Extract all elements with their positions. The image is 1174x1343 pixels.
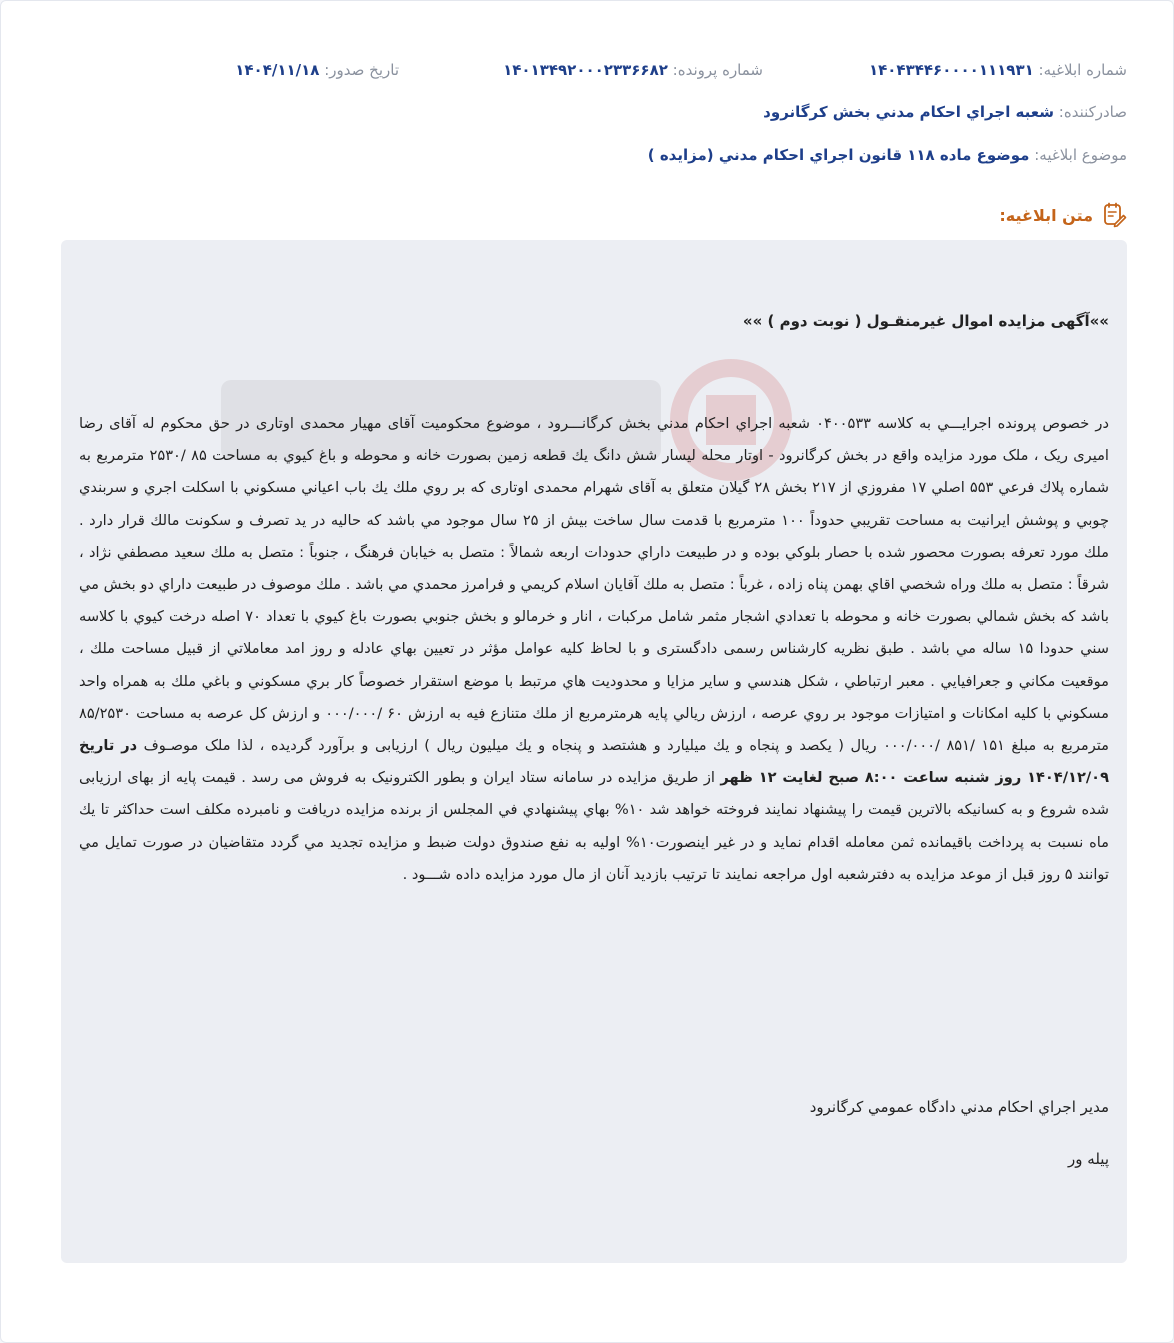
ad-body-part1: در خصوص پرونده اجرايـــي به كلاسه ۰۴۰۰۵۳۳ شعبه اجراي احكام مدني بخش كرگانـــرود ، موضوع محکومیت آقای مهيار محمدی اوتاری در حق محکوم له آقای رضا امیری ریک ، ملک مورد مزایده واقع در بخش کرگانرود - اوتار محله ليسار شش دانگ يك قطعه زمين بصورت خانه و محوطه و باغ كيوي به مساحت ۸۵ /۲۵۳۰ مترمربع به شماره پلاك فرعي ۵۵۳ اصلي ۱۷ مفروزي از ۲۱۷ بخش ۲۸ گيلان متعلق به آقای شهرام محمدی اوتاری كه بر روي ملك يك باب اعياني مسكوني با اسكلت اجري و سربندي چوبي و پوشش ايرانيت به مساحت تقريبي حدوداً ۱۰۰ مترمربع با قدمت سال ساخت بيش از ۲۵ سال موجود مي باشد كه حاليه در يد تصرف و سكونت مالك قرار دارد . ملك مورد تعرفه بصورت محصور شده با حصار بلوكي بوده و در طبيعت داراي حدودات اربعه شمالاً : متصل به خيابان فرهنگ ، جنوباً : متصل به ملك سعيد مصطفي نژاد ، شرقاً : متصل به ملك وراه شخصي اقاي بهمن پناه زاده ، غرباً : متصل به ملك آقايان اسلام كريمي و فرامرز محمدي مي باشد . ملك موصوف در طبيعت داراي دو بخش مي باشد كه بخش شمالي بصورت خانه و محوطه با تعدادي اشجار مثمر شامل مركبات ، انار و خرمالو و بخش جنوبي بصورت باغ كيوي با تعداد ۷۰ اصله درخت كيوي با كلاسه سني حدودا ۱۵ ساله مي باشد . طبق نظريه كارشناس رسمی دادگستری و با لحاظ كليه عوامل مؤثر در تعيين بهاي عادله و روز امد معاملاتي از قبيل مساحت ملك ، موقعيت مكاني و جعرافيايي . معبر ارتباطي ، شكل هندسي و ساير مزايا و محدوديت هاي مرتبط با موضع استقرار خصوصاً كار بري مسكوني و باغي ملك به همراه واحد مسكوني با كليه امكانات و امتيازات موجود بر روي عرصه ، ارزش ريالي پايه هرمترمربع از ملك متنازع فيه به ارزش ۶۰ /۰۰۰/۰۰۰ و ارزش كل عرصه به مساحت ۸۵/۲۵۳۰ مترمربع به مبلغ ۱۵۱ /۸۵۱ /۰۰۰/۰۰۰ ريال ( يكصد و پنجاه و يك ميليارد و هشتصد و پنجاه و يك ميليون ريال ) ارزيابی و برآورد گرديده ، لذا ملک موصـوف xyxy=(79,415,1110,755)
case-number-label: شماره پرونده: xyxy=(672,61,763,79)
notice-number-label: شماره ابلاغيه: xyxy=(1038,61,1127,79)
ad-body-part2: از طریق مزایده در سامانه ستاد ایران و بطور الکترونیک به فروش می رسد . قیمت پایه از بهای ارزیابی شده شروع و به کسانیکه بالاترین قیمت را پیشنهاد نمایند فروخته خواهد شد ۱۰% بهاي پيشنهادي في المجلس از برنده مزايده دريافت و نامبرده مكلف است حداكثر تا يك ماه نسبت به پرداخت باقيمانده ثمن معامله اقدام نمايد و در غير اينصورت۱۰% اوليه به نفع صندوق دولت ضبط و مزايده تجديد مي گردد متقاضيان در صورت تمايل مي توانند ۵ روز قبل از موعد مزايده به دفترشعبه اول مراجعه نمايند تا ترتيب بازديد آنان از مال مورد مزايده داده شـــود . xyxy=(79,769,1109,883)
case-number xyxy=(503,55,763,85)
subject-value: موضوع ماده ۱۱۸ قانون اجراي احكام مدني (مزايده ) xyxy=(647,146,1030,164)
notice-number xyxy=(869,55,1127,85)
notice-content-box xyxy=(61,240,1127,1263)
case-number-value: ۱۴۰۱۳۴۹۲۰۰۰۲۳۳۶۶۸۲ xyxy=(503,61,668,79)
issue-date xyxy=(235,55,399,85)
notice-text-area xyxy=(79,240,1109,1263)
document-edit-icon xyxy=(1101,202,1127,228)
ad-heading: »»آگهی مزایده اموال غیرمنقـول ( نوبت دوم ) »» xyxy=(742,312,1109,330)
signature-title: مدير اجراي احكام مدني دادگاه عمومي كرگانرود xyxy=(809,1098,1109,1116)
meta-row-subject xyxy=(47,140,1127,170)
section-title xyxy=(999,201,1127,229)
ad-body xyxy=(79,408,1109,891)
meta-row-issuer xyxy=(47,97,1127,127)
notice-number-value: ۱۴۰۴۳۴۴۶۰۰۰۰۱۱۱۹۳۱ xyxy=(868,61,1034,79)
meta-row-numbers xyxy=(47,55,1127,85)
subject xyxy=(648,140,1127,170)
section-title-text: متن ابلاغيه: xyxy=(999,205,1093,225)
subject-label: موضوع ابلاغيه: xyxy=(1034,146,1127,164)
ad-body-auction-date: در تاريخ ۱۴۰۴/۱۲/۰۹ روز شنبه ساعت ۸:۰۰ صبح لغايت ۱۲ ظهر xyxy=(79,737,1109,787)
issue-date-value: ۱۴۰۴/۱۱/۱۸ xyxy=(235,61,320,79)
issuer-value: شعبه اجراي احكام مدني بخش كرگانرود xyxy=(763,103,1054,121)
issue-date-label: تاريخ صدور: xyxy=(324,61,399,79)
signature-name: پيله ور xyxy=(1068,1150,1109,1168)
issuer-label: صادرکننده: xyxy=(1058,103,1127,121)
issuer xyxy=(763,97,1127,127)
